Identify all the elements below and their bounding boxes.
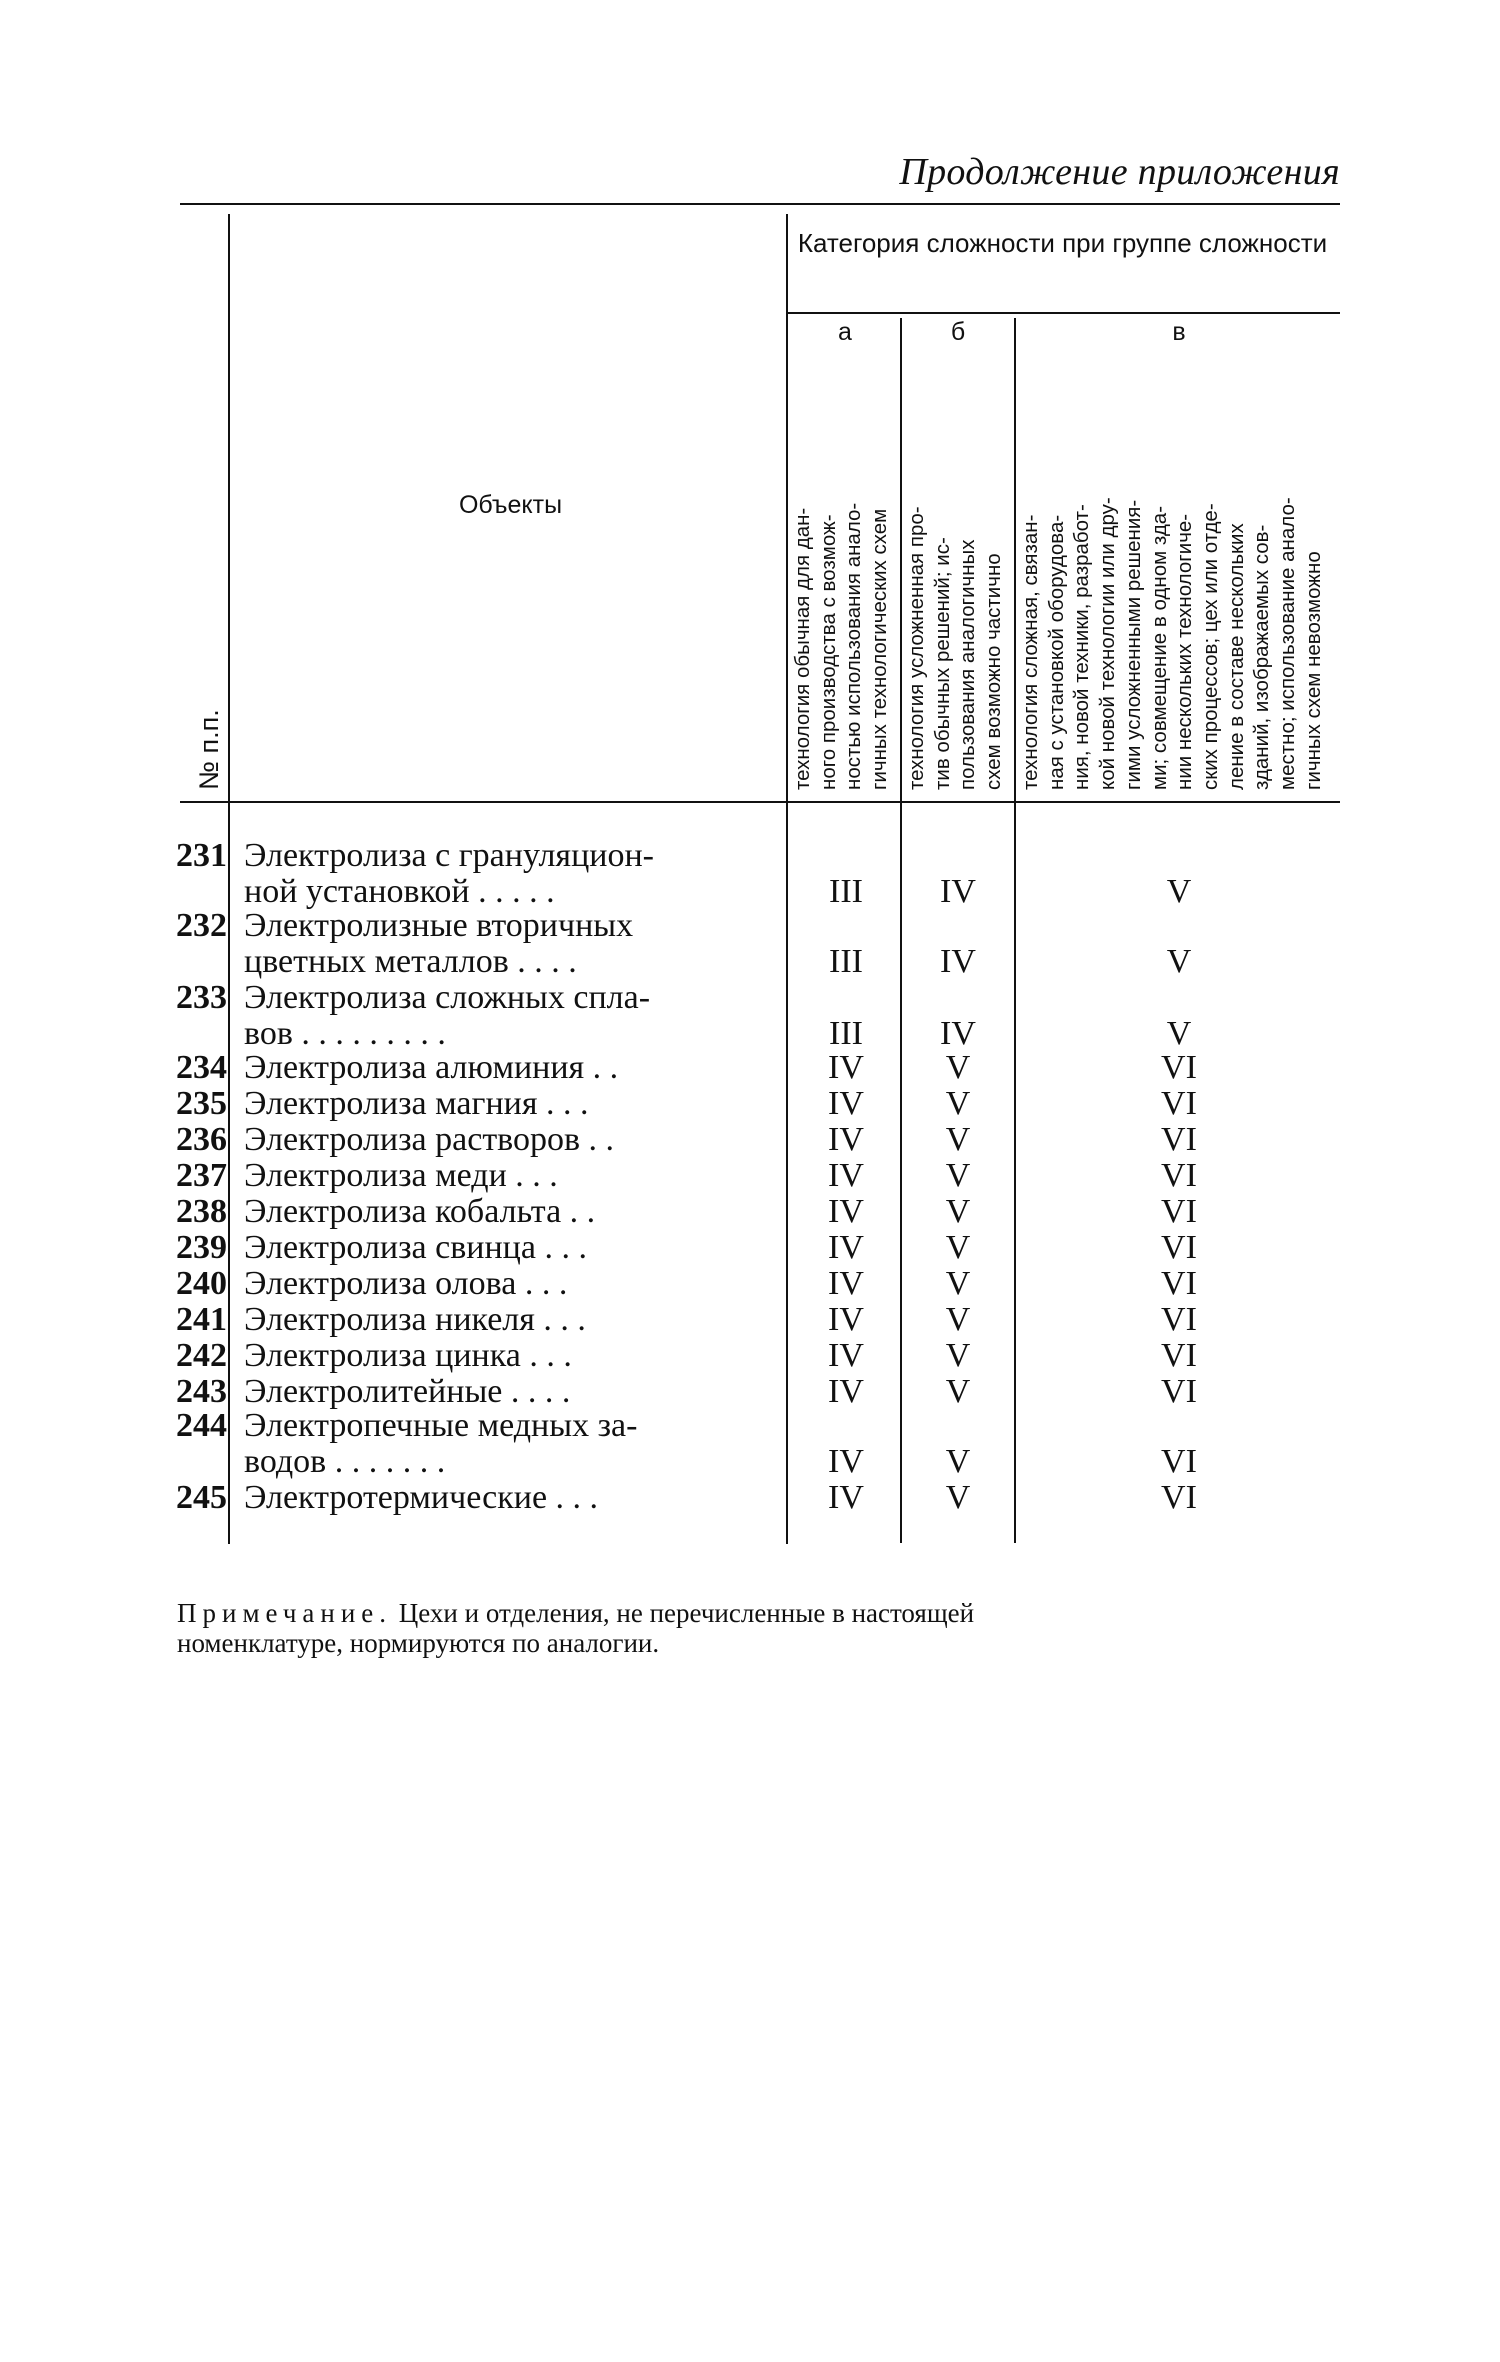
category-c-value-241: VI [1161,1301,1197,1338]
row-number-240: 240 [176,1265,227,1302]
number-column-divider [228,214,230,1544]
object-line: Электролитейные . . . . [244,1374,571,1410]
object-line: Электролиза кобальта . . [244,1194,596,1230]
subcolumn-b-description: технология усложненная про- тив обычных решений; ис- пользования аналогичных схем возможно частично [905,506,1006,790]
row-number-238: 238 [176,1193,227,1230]
category-a-value-238: IV [828,1193,864,1230]
table-note [177,1598,1337,1658]
object-line: Электролиза с грануляцион- [244,838,654,874]
category-a-value-245: IV [828,1479,864,1516]
category-a-value-231: III [829,873,863,910]
object-line: Электропечные медных за- [244,1408,638,1444]
category-a-value-232: III [829,943,863,980]
object-name-232 [244,908,774,980]
category-a-value-235: IV [828,1085,864,1122]
object-name-238 [244,1194,774,1230]
category-c-value-231: V [1166,873,1192,910]
category-c-value-239: VI [1161,1229,1197,1266]
category-b-value-243: V [945,1373,971,1410]
category-subheader-rule [786,312,1340,314]
row-number-233: 233 [176,979,227,1016]
category-a-value-234: IV [828,1049,864,1086]
category-b-value-238: V [945,1193,971,1230]
category-a-value-244: IV [828,1443,864,1480]
object-name-234 [244,1050,774,1086]
category-c-value-242: VI [1161,1337,1197,1374]
objects-header: Объекты [458,491,563,519]
object-name-235 [244,1086,774,1122]
category-c-value-232: V [1166,943,1192,980]
subcolumn-a-description: технология обычная для дан- ного производства с возмож- ностью использования анало- гичных технологических схем [791,502,892,790]
subcolumn-v-label: в [1172,318,1186,346]
row-number-237: 237 [176,1157,227,1194]
object-line: Электролизные вторичных [244,908,634,944]
note-line-1 [177,1598,1337,1628]
object-line: Электролиза меди . . . [244,1158,558,1194]
row-number-244: 244 [176,1407,227,1444]
object-line: Электролиза магния . . . [244,1086,589,1122]
number-header: № п.п. [194,709,224,790]
category-c-value-240: VI [1161,1265,1197,1302]
objects-column-divider [786,214,788,1544]
object-line: Электролиза растворов . . [244,1122,615,1158]
category-b-value-233: IV [940,1015,976,1052]
category-a-value-242: IV [828,1337,864,1374]
category-b-value-234: V [945,1049,971,1086]
object-name-243 [244,1374,774,1410]
category-b-value-237: V [945,1157,971,1194]
category-b-value-241: V [945,1301,971,1338]
subcolumn-a-label: а [838,318,852,346]
row-number-241: 241 [176,1301,227,1338]
row-number-234: 234 [176,1049,227,1086]
object-name-237 [244,1158,774,1194]
category-c-value-237: VI [1161,1157,1197,1194]
category-b-value-236: V [945,1121,971,1158]
category-title: Категория сложности при группе сложности [797,228,1328,258]
object-line: вов . . . . . . . . . [244,1015,446,1052]
object-line: Электролиза алюминия . . [244,1050,619,1086]
category-a-value-241: IV [828,1301,864,1338]
category-a-value-239: IV [828,1229,864,1266]
category-a-value-237: IV [828,1157,864,1194]
object-line: ной установкой . . . . . [244,873,555,910]
category-b-value-245: V [945,1479,971,1516]
category-a-value-236: IV [828,1121,864,1158]
category-b-value-235: V [945,1085,971,1122]
category-b-value-232: IV [940,943,976,980]
category-c-value-238: VI [1161,1193,1197,1230]
category-c-value-244: VI [1161,1443,1197,1480]
subcolumn-v-description: технология сложная, связан- ная с установкой оборудова- ния, новой техники, разработ- кой новой технологии или дру- гими усложненными решения- ми; совмещение в одном зда- нии нескольких технологиче- ских процессов; цех или отде- ление в составе нескольких зданий, изображаемых сов- местно; использование анало- гичных схем невозможно [1019,497,1325,790]
row-number-239: 239 [176,1229,227,1266]
category-b-divider [1014,318,1016,1543]
object-name-245 [244,1480,774,1516]
object-line: Электротермические . . . [244,1480,599,1516]
category-a-value-233: III [829,1015,863,1052]
object-line: Электролиза цинка . . . [244,1338,572,1374]
object-name-240 [244,1266,774,1302]
row-number-236: 236 [176,1121,227,1158]
category-c-value-236: VI [1161,1121,1197,1158]
subcolumn-b-label: б [950,318,966,346]
category-c-value-233: V [1166,1015,1192,1052]
continuation-heading: Продолжение приложения [899,151,1340,193]
row-number-242: 242 [176,1337,227,1374]
category-b-value-240: V [945,1265,971,1302]
object-name-236 [244,1122,774,1158]
category-c-value-243: VI [1161,1373,1197,1410]
category-a-value-240: IV [828,1265,864,1302]
category-c-value-235: VI [1161,1085,1197,1122]
object-line: цветных металлов . . . . [244,943,577,980]
row-number-243: 243 [176,1373,227,1410]
category-b-value-239: V [945,1229,971,1266]
category-b-value-242: V [945,1337,971,1374]
table-header-bottom-rule [180,801,1340,803]
note-label: Примечание. [177,1598,393,1628]
row-number-235: 235 [176,1085,227,1122]
object-name-231 [244,838,774,910]
table-top-rule [180,203,1340,205]
note-line-2: номенклатуре, нормируются по аналогии. [177,1628,660,1658]
category-b-value-231: IV [940,873,976,910]
note-text-1: Цехи и отделения, не перечисленные в настоящей [398,1598,975,1628]
object-line: Электролиза олова . . . [244,1266,568,1302]
object-line: Электролиза сложных спла- [244,980,651,1016]
object-line: Электролиза свинца . . . [244,1230,587,1266]
row-number-232: 232 [176,907,227,944]
object-name-244 [244,1408,774,1480]
object-line: Электролиза никеля . . . [244,1302,586,1338]
category-b-value-244: V [945,1443,971,1480]
row-number-245: 245 [176,1479,227,1516]
category-c-value-245: VI [1161,1479,1197,1516]
category-c-value-234: VI [1161,1049,1197,1086]
object-name-239 [244,1230,774,1266]
object-name-242 [244,1338,774,1374]
row-number-231: 231 [176,837,227,874]
object-line: водов . . . . . . . [244,1443,446,1480]
object-name-241 [244,1302,774,1338]
category-a-divider [900,318,902,1543]
category-a-value-243: IV [828,1373,864,1410]
object-name-233 [244,980,774,1052]
